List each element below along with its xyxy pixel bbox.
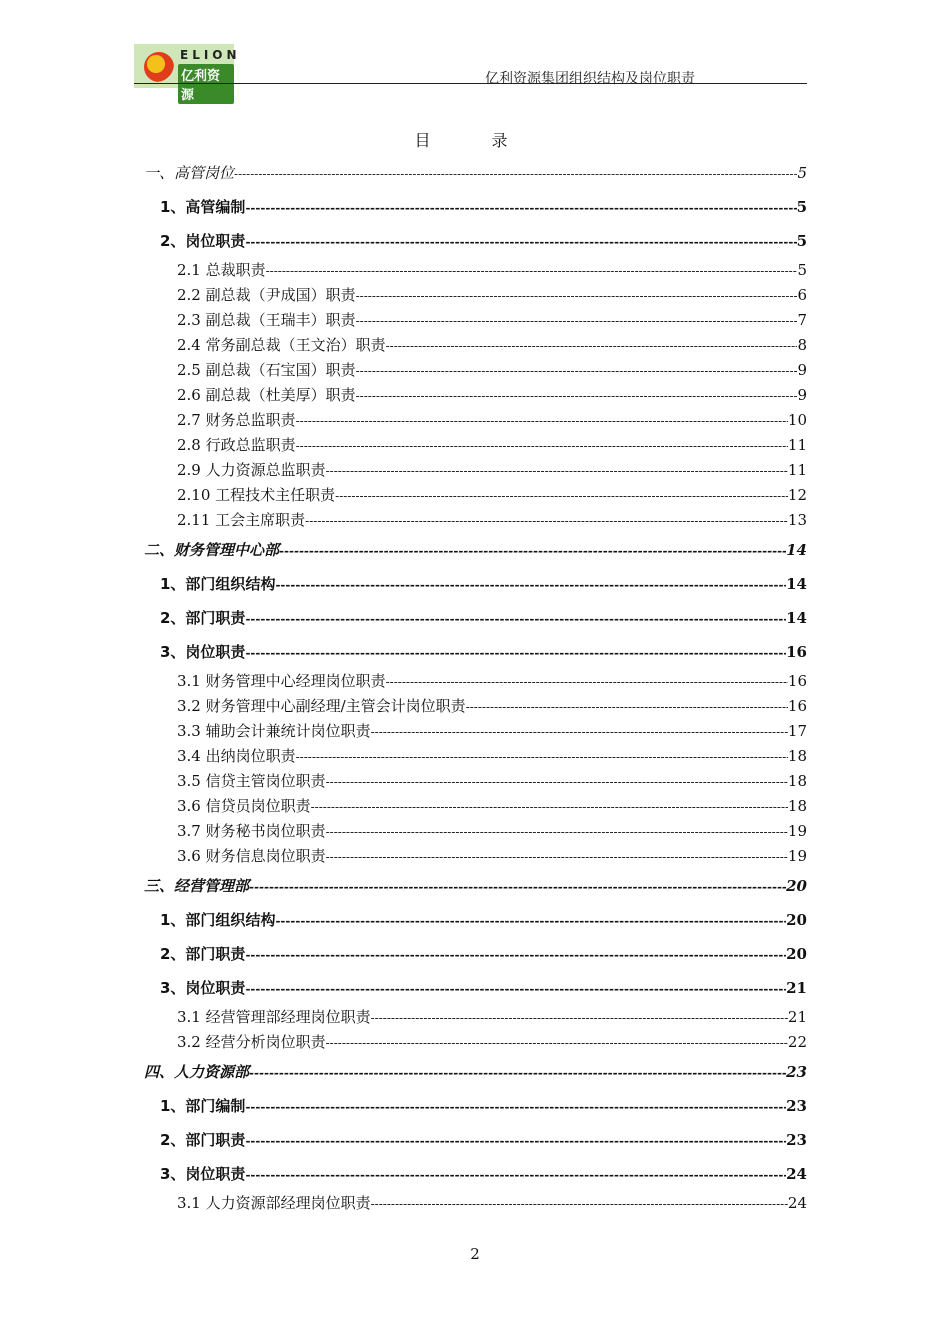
- toc-entry[interactable]: [144, 694, 807, 719]
- toc-entry[interactable]: [144, 744, 807, 769]
- toc-entry-page: 17: [787, 722, 807, 740]
- toc-entry-label: 2.3 副总裁（王瑞丰）职责: [177, 311, 356, 329]
- toc-entry[interactable]: [144, 508, 807, 533]
- toc-entry[interactable]: [144, 794, 807, 819]
- toc-entry[interactable]: [144, 669, 807, 694]
- toc-entry-page: 9: [797, 386, 807, 404]
- toc-entry-page: 23: [786, 1131, 807, 1149]
- toc-entry-label: 3、岗位职责: [160, 643, 246, 661]
- toc-entry[interactable]: [144, 308, 807, 333]
- toc-entry[interactable]: [144, 601, 807, 635]
- toc-dot-leader: [275, 904, 786, 937]
- logo-english-text: ELION: [180, 48, 241, 62]
- toc-entry-page: 19: [787, 847, 807, 865]
- toc-entry-label: 3、岗位职责: [160, 1165, 246, 1183]
- toc-entry-label: 2、部门职责: [160, 1131, 246, 1149]
- toc-entry-label: 2.6 副总裁（杜美厚）职责: [177, 386, 356, 404]
- toc-entry-page: 18: [787, 797, 807, 815]
- toc-entry-label: 三、经营管理部: [144, 877, 250, 895]
- toc-entry-label: 1、部门组织结构: [160, 575, 276, 593]
- toc-dot-leader: [371, 1192, 788, 1216]
- toc-entry[interactable]: [144, 819, 807, 844]
- toc-dot-leader: [245, 602, 786, 635]
- toc-entry-page: 8: [797, 336, 807, 354]
- toc-entry-page: 10: [787, 411, 807, 429]
- toc-entry[interactable]: [144, 224, 807, 258]
- toc-entry-page: 24: [787, 1194, 807, 1212]
- logo-chinese-text: 亿利资源: [178, 64, 234, 104]
- toc-dot-leader: [245, 1090, 786, 1123]
- toc-dot-leader: [245, 225, 796, 258]
- toc-entry-page: 11: [787, 436, 807, 454]
- toc-entry[interactable]: [144, 483, 807, 508]
- toc-entry-page: 5: [796, 198, 807, 216]
- toc-entry[interactable]: [144, 383, 807, 408]
- toc-entry-page: 18: [787, 772, 807, 790]
- toc-entry[interactable]: [144, 567, 807, 601]
- toc-dot-leader: [356, 309, 798, 333]
- toc-entry-page: 18: [787, 747, 807, 765]
- toc-entry-page: 14: [786, 609, 807, 627]
- toc-entry-page: 24: [786, 1165, 807, 1183]
- toc-entry-label: 四、人力资源部: [144, 1063, 250, 1081]
- toc-entry-label: 3.6 信贷员岗位职责: [177, 797, 311, 815]
- toc-dot-leader: [279, 534, 786, 567]
- document-title: 亿利资源集团组织结构及岗位职责: [485, 71, 695, 87]
- toc-entry-label: 2、岗位职责: [160, 232, 246, 250]
- toc-entry[interactable]: [144, 769, 807, 794]
- toc-entry-label: 2.11 工会主席职责: [177, 511, 306, 529]
- toc-entry[interactable]: [144, 433, 807, 458]
- toc-entry[interactable]: [144, 358, 807, 383]
- header-divider: [134, 83, 807, 84]
- toc-entry-page: 9: [797, 361, 807, 379]
- toc-entry[interactable]: [144, 903, 807, 937]
- toc-entry[interactable]: [144, 1089, 807, 1123]
- toc-entry-label: 2.5 副总裁（石宝国）职责: [177, 361, 356, 379]
- toc-entry[interactable]: [144, 458, 807, 483]
- toc-dot-leader: [249, 870, 786, 903]
- page-header: [134, 44, 807, 103]
- toc-dot-leader: [326, 845, 788, 869]
- toc-dot-leader: [245, 191, 796, 224]
- toc-entry-page: 21: [787, 1008, 807, 1026]
- toc-entry-label: 2.10 工程技术主任职责: [177, 486, 336, 504]
- toc-entry-page: 16: [786, 643, 807, 661]
- toc-entry-label: 3.1 人力资源部经理岗位职责: [177, 1194, 371, 1212]
- toc-dot-leader: [266, 259, 798, 283]
- company-logo: [134, 44, 241, 103]
- toc-dot-leader: [326, 459, 788, 483]
- toc-entry[interactable]: [144, 1030, 807, 1055]
- toc-dot-leader: [326, 770, 788, 794]
- toc-entry-label: 3.6 财务信息岗位职责: [177, 847, 326, 865]
- toc-entry-label: 一、高管岗位: [144, 164, 235, 182]
- toc-dot-leader: [245, 1124, 786, 1157]
- toc-entry-label: 2.9 人力资源总监职责: [177, 461, 326, 479]
- toc-dot-leader: [356, 284, 798, 308]
- toc-entry-page: 16: [787, 697, 807, 715]
- toc-entry-label: 2、部门职责: [160, 609, 246, 627]
- toc-entry-label: 1、部门组织结构: [160, 911, 276, 929]
- toc-entry-label: 3.5 信贷主管岗位职责: [177, 772, 326, 790]
- toc-entry-page: 11: [787, 461, 807, 479]
- toc-entry-label: 2.2 副总裁（尹成国）职责: [177, 286, 356, 304]
- toc-dot-leader: [371, 1006, 788, 1030]
- toc-entry-page: 5: [797, 261, 807, 279]
- toc-entry[interactable]: [144, 258, 807, 283]
- toc-dot-leader: [234, 157, 797, 190]
- toc-entry-label: 3.4 出纳岗位职责: [177, 747, 296, 765]
- logo-swoosh-icon: [144, 52, 174, 82]
- toc-entry-page: 12: [787, 486, 807, 504]
- toc-entry-page: 5: [797, 164, 807, 182]
- toc-entry[interactable]: [144, 635, 807, 669]
- toc-entry[interactable]: [144, 190, 807, 224]
- page-number: 2: [470, 1245, 480, 1263]
- toc-entry-label: 2、部门职责: [160, 945, 246, 963]
- toc-entry[interactable]: [144, 937, 807, 971]
- toc-entry-label: 3.1 经营管理部经理岗位职责: [177, 1008, 371, 1026]
- toc-entry-label: 二、财务管理中心部: [144, 541, 280, 559]
- toc-entry-label: 3.7 财务秘书岗位职责: [177, 822, 326, 840]
- toc-entry-page: 14: [786, 575, 807, 593]
- toc-entry[interactable]: [144, 1157, 807, 1191]
- toc-entry-page: 14: [786, 541, 807, 559]
- toc-entry-page: 20: [786, 877, 807, 895]
- toc-entry-label: 2.7 财务总监职责: [177, 411, 296, 429]
- toc-entry[interactable]: [144, 844, 807, 869]
- toc-dot-leader: [371, 720, 788, 744]
- toc-dot-leader: [296, 409, 788, 433]
- toc-entry-page: 20: [786, 911, 807, 929]
- toc-dot-leader: [249, 1056, 786, 1089]
- toc-dot-leader: [326, 820, 788, 844]
- toc-entry[interactable]: [144, 1005, 807, 1030]
- toc-entry-label: 3、岗位职责: [160, 979, 246, 997]
- toc-entry-label: 3.2 财务管理中心副经理/主管会计岗位职责: [177, 697, 466, 715]
- toc-entry-label: 2.4 常务副总裁（王文治）职责: [177, 336, 386, 354]
- toc-entry-page: 20: [786, 945, 807, 963]
- toc-entry-page: 23: [786, 1097, 807, 1115]
- toc-entry[interactable]: [144, 283, 807, 308]
- toc-dot-leader: [245, 972, 786, 1005]
- toc-entry[interactable]: [144, 1123, 807, 1157]
- toc-entry-label: 2.1 总裁职责: [177, 261, 266, 279]
- toc-dot-leader: [245, 636, 786, 669]
- toc-dot-leader: [245, 1158, 786, 1191]
- toc-entry-label: 1、高管编制: [160, 198, 246, 216]
- toc-dot-leader: [386, 334, 798, 358]
- toc-entry[interactable]: [144, 1055, 807, 1089]
- toc-entry-label: 2.8 行政总监职责: [177, 436, 296, 454]
- toc-dot-leader: [305, 509, 788, 533]
- toc-entry-page: 6: [797, 286, 807, 304]
- toc-entry[interactable]: [144, 533, 807, 567]
- toc-entry-label: 3.1 财务管理中心经理岗位职责: [177, 672, 386, 690]
- toc-dot-leader: [275, 568, 786, 601]
- toc-dot-leader: [335, 484, 788, 508]
- toc-dot-leader: [356, 384, 798, 408]
- toc-entry[interactable]: [144, 719, 807, 744]
- toc-heading: 目 录: [414, 131, 536, 150]
- toc-dot-leader: [296, 745, 788, 769]
- toc-dot-leader: [326, 1031, 788, 1055]
- toc-entry-label: 1、部门编制: [160, 1097, 246, 1115]
- toc-entry-page: 19: [787, 822, 807, 840]
- toc-entry[interactable]: [144, 869, 807, 903]
- toc-dot-leader: [466, 695, 788, 719]
- toc-entry-label: 3.2 经营分析岗位职责: [177, 1033, 326, 1051]
- toc-entry-page: 22: [787, 1033, 807, 1051]
- toc-entry[interactable]: [144, 971, 807, 1005]
- toc-entry-page: 23: [786, 1063, 807, 1081]
- toc-entry[interactable]: [144, 408, 807, 433]
- toc-entry-page: 5: [796, 232, 807, 250]
- toc-dot-leader: [386, 670, 788, 694]
- toc-entry[interactable]: [144, 1191, 807, 1216]
- toc-entry-page: 21: [786, 979, 807, 997]
- toc-entry-label: 3.3 辅助会计兼统计岗位职责: [177, 722, 371, 740]
- toc-entry-page: 16: [787, 672, 807, 690]
- toc-dot-leader: [311, 795, 788, 819]
- toc-dot-leader: [356, 359, 798, 383]
- toc-entry[interactable]: [144, 156, 807, 190]
- table-of-contents: [144, 156, 807, 1216]
- toc-dot-leader: [296, 434, 788, 458]
- toc-entry[interactable]: [144, 333, 807, 358]
- toc-dot-leader: [245, 938, 786, 971]
- toc-entry-page: 7: [797, 311, 807, 329]
- toc-entry-page: 13: [787, 511, 807, 529]
